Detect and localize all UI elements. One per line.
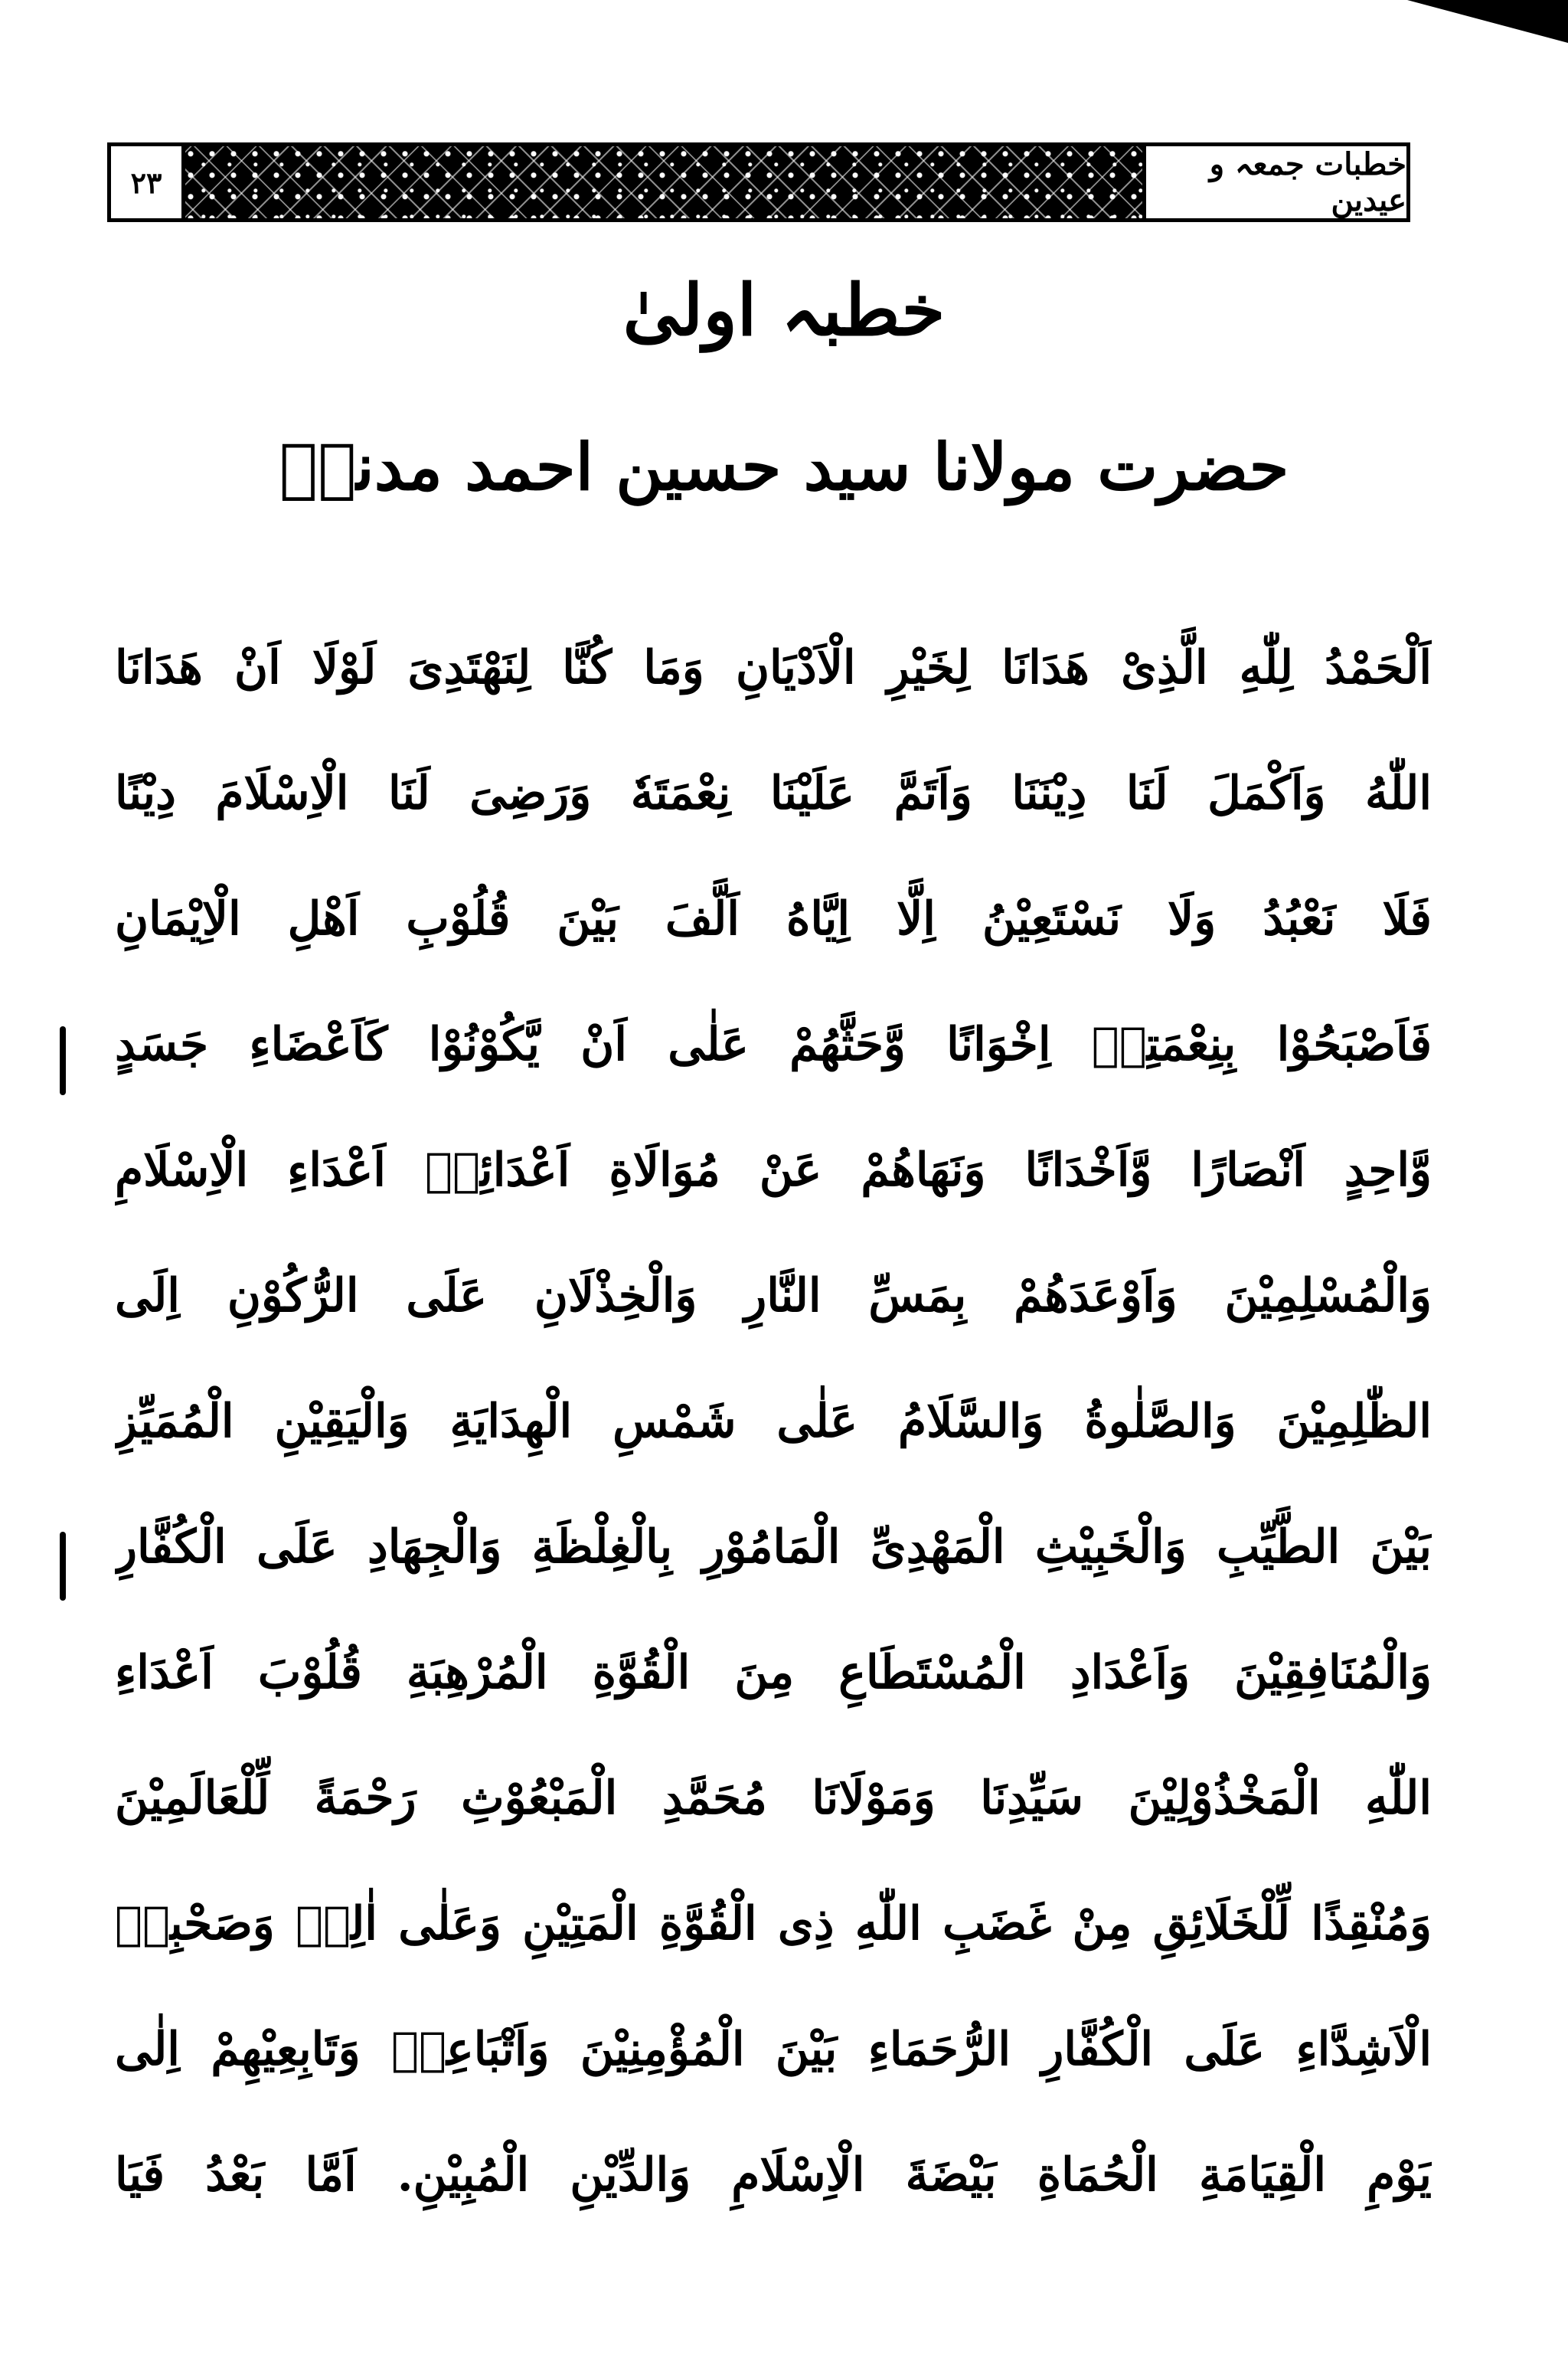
text-line: وَالْمُسْلِمِیْنَ وَاَوْعَدَهُمْ بِمَسِّ النَّارِ وَالْخِذْلَانِ عَلَی الرُّكُوْنِ اِلَی bbox=[115, 1269, 1432, 1323]
khutba-body bbox=[115, 605, 1432, 2238]
text-line: وَمُنْقِذًا لِّلْخَلَائِقِ مِنْ غَضَبِ اللّٰهِ ذِی الْقُوَّةِ الْمَتِیْنِ وَعَلٰی اٰلِهٖ وَصَحْبِهٖ bbox=[115, 1897, 1432, 1951]
text-line: اَلْحَمْدُ لِلّٰهِ الَّذِیْ هَدَانَا لِخَیْرِ الْاَدْیَانِ وَمَا كُنَّا لِنَهْتَدِیَ لَوْلَا اَنْ هَدَانَا bbox=[115, 641, 1432, 695]
running-header bbox=[107, 142, 1410, 222]
text-line: وَالْمُنَافِقِیْنَ وَاَعْدَادِ الْمُسْتَطَاعِ مِنَ الْقُوَّةِ الْمُرْهِبَةِ قُلُوْبَ اَعْدَاءِ bbox=[115, 1646, 1432, 1699]
text-line: الظّٰلِمِیْنَ وَالصَّلٰوةُ وَالسَّلَامُ عَلٰی شَمْسِ الْهِدَایَةِ وَالْیَقِیْنِ الْمُمَیِّزِ bbox=[115, 1395, 1432, 1448]
author-name: حضرت مولانا سید حسین احمد مدنیؒ bbox=[279, 429, 1289, 505]
khutba-title: خطبہ اولیٰ bbox=[622, 269, 946, 352]
text-line: اللّٰهُ وَاَكْمَلَ لَنَا دِیْنَنَا وَاَتَمَّ عَلَیْنَا نِعْمَتَهٗ وَرَضِیَ لَنَا الْاِسْلَامَ دِیْنًا bbox=[115, 767, 1432, 820]
text-line: بَیْنَ الطَّیِّبِ وَالْخَبِیْثِ الْمَهْدِیِّ الْمَامُوْرِ بِالْغِلْظَةِ وَالْجِهَادِ عَلَی الْكُفَّارِ bbox=[115, 1520, 1432, 1574]
text-line: فَلَا نَعْبُدُ وَلَا نَسْتَعِیْنُ اِلَّا اِیَّاهُ اَلَّفَ بَیْنَ قُلُوْبِ اَهْلِ الْاِیْمَانِ bbox=[115, 892, 1432, 946]
text-line: اللّٰهِ الْمَخْذُوْلِیْنَ سَیِّدِنَا وَمَوْلَانَا مُحَمَّدِ الْمَبْعُوْثِ رَحْمَةً لِّلْعَالَمِیْنَ bbox=[115, 1771, 1432, 1825]
text-line: فَاَصْبَحُوْا بِنِعْمَتِهٖ اِخْوَانًا وَّحَثَّهُمْ عَلٰی اَنْ یَّكُوْنُوْا كَاَعْضَاءِ جَسَدٍ bbox=[115, 1018, 1432, 1071]
text-line: وَّاحِدٍ اَنْصَارًا وَّاَخْدَانًا وَنَهَاهُمْ عَنْ مُوَالَاةِ اَعْدَائِهٖ اَعْدَاءِ الْاِسْلَامِ bbox=[115, 1143, 1432, 1197]
corner-tab-mark bbox=[1407, 0, 1568, 43]
page-number: ٢٣ bbox=[111, 146, 185, 218]
text-line: یَوْمِ الْقِیَامَةِ الْحُمَاةِ بَیْضَةَ الْاِسْلَامِ وَالدِّیْنِ الْمُبِیْنِ. اَمَّا بَعْدُ فَیَا bbox=[115, 2148, 1432, 2202]
text-line: الْاَشِدَّاءِ عَلَی الْكُفَّارِ الرُّحَمَاءِ بَیْنَ الْمُؤْمِنِیْنَ وَاَتْبَاعِهٖ وَتَابِعِیْهِمْ اِلٰی bbox=[115, 2023, 1432, 2076]
book-title: خطبات جمعہ و عیدین bbox=[1142, 146, 1406, 218]
margin-mark bbox=[60, 1026, 66, 1095]
margin-mark bbox=[60, 1532, 66, 1601]
header-ornament bbox=[185, 146, 1142, 218]
